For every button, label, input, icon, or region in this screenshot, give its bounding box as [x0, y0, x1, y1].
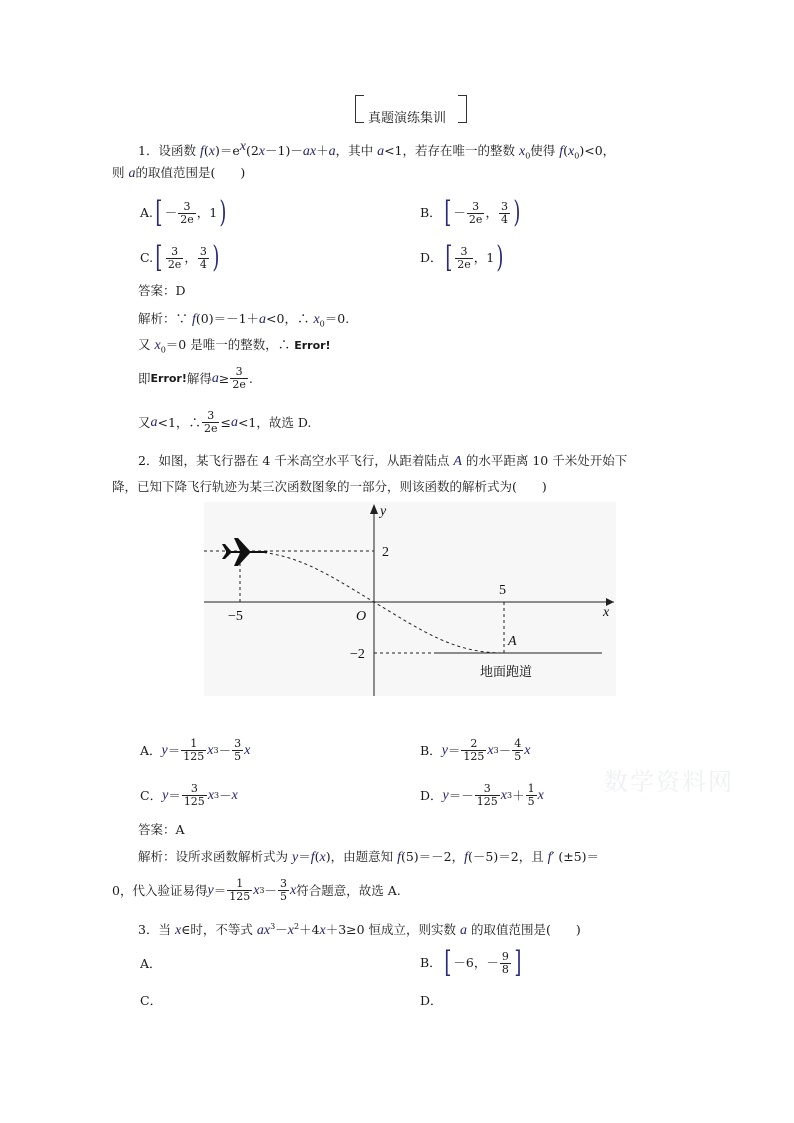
right-bracket: [458, 95, 467, 123]
q1-solution-line1: 解析：∵ f(0)＝－1＋a<0，∴ $x_0=0$.: [138, 311, 350, 329]
q1-answer: 答案：D: [138, 283, 186, 298]
q3-stem: 3．当 x∈时，不等式 $ax^3-x^2+4x+3\ge 0$ 恒成立，则实数 a 的取值范围是( ): [138, 922, 581, 939]
q1-solution-line2: 又 $x_0=0$ 是唯一的整数，∴ Error!: [138, 337, 331, 355]
q1-option-d[interactable]: D． [ $\frac{3}{2e}$ ，1 ): [420, 240, 504, 275]
q1-stem-line2: 则 a的取值范围是( ): [112, 165, 246, 181]
watermark: 数学资料网: [604, 768, 734, 796]
q1-option-a[interactable]: A. [ － $\frac{3}{2e}$ ，1 ): [140, 195, 227, 230]
q3-option-b[interactable]: B． [ －6，－ $\frac{9}{8}$ ]: [420, 945, 522, 980]
q3-option-c[interactable]: C．: [140, 993, 163, 1008]
q1-solution-line3: 即 Error! 解得 a ≥ $\frac{3}{2e}$ .: [138, 365, 253, 391]
section-title: [355, 95, 467, 126]
q3-option-d[interactable]: D．: [420, 993, 443, 1008]
left-bracket: [355, 95, 364, 123]
q2-answer: 答案：A: [138, 822, 185, 837]
q2-stem-line2: 降，已知下降飞行轨迹为某三次函数图象的一部分，则该函数的解析式为( ): [112, 479, 547, 494]
q2-option-c[interactable]: C． y ＝ $\frac{3}{125}$ x 3 － x: [140, 782, 238, 808]
tick-label-neg5: −5: [228, 609, 243, 624]
q3-option-a[interactable]: A．: [140, 956, 162, 971]
q1-stem-line1: 1．设函数 $f(x)=e^x(2x-1)-ax+a$，其中 a<1，若存在唯一的整数 $x_0$使得 $f(x_0)<0$，: [138, 139, 616, 161]
tick-label-neg2: −2: [350, 647, 365, 662]
q1-solution-line4: 又 a <1，∴ $\frac{3}{2e}$ ≤ a <1，故选 D.: [138, 409, 312, 435]
runway-label: 地面跑道: [480, 665, 533, 680]
q2-solution-line2: 0，代入验证易得 y ＝ $\frac{1}{125}$ x 3 － $\frac{3}{5}$ x 符合题意，故选 A.: [112, 877, 401, 903]
x-axis-label: x: [603, 605, 610, 620]
tick-label-5: 5: [499, 583, 506, 598]
origin-label: O: [356, 609, 367, 624]
point-a-label: A: [508, 634, 517, 649]
section-title-text: 真题演练集训: [368, 111, 447, 126]
q2-stem-line1: 2．如图，某飞行器在 4 千米高空水平飞行，从距着陆点 A 的水平距离 10 千米处开始下: [138, 453, 628, 469]
tick-label-2: 2: [382, 545, 389, 560]
y-axis-label: y: [380, 504, 387, 519]
q2-option-a[interactable]: A． y ＝ $\frac{1}{125}$ x 3 － $\frac{3}{5}$ x: [140, 737, 251, 763]
q1-option-b[interactable]: B． [ － $\frac{3}{2e}$ ， $\frac{3}{4}$ ): [420, 195, 521, 230]
q2-option-b[interactable]: B． y ＝ $\frac{2}{125}$ x 3 － $\frac{4}{5}$ x: [420, 737, 531, 763]
q2-solution-line1: 解析：设所求函数解析式为 y＝f(x)，由题意知 f(5)＝－2，f(－5)＝2，且 f′ (±5)＝: [138, 849, 600, 865]
q1-option-c[interactable]: C. [ $\frac{3}{2e}$ ， $\frac{3}{4}$ ): [140, 240, 220, 275]
flight-path-figure: [204, 502, 616, 696]
q2-option-d[interactable]: D． y ＝－ $\frac{3}{125}$ x 3 ＋ $\frac{1}{5}$ x: [420, 782, 544, 808]
